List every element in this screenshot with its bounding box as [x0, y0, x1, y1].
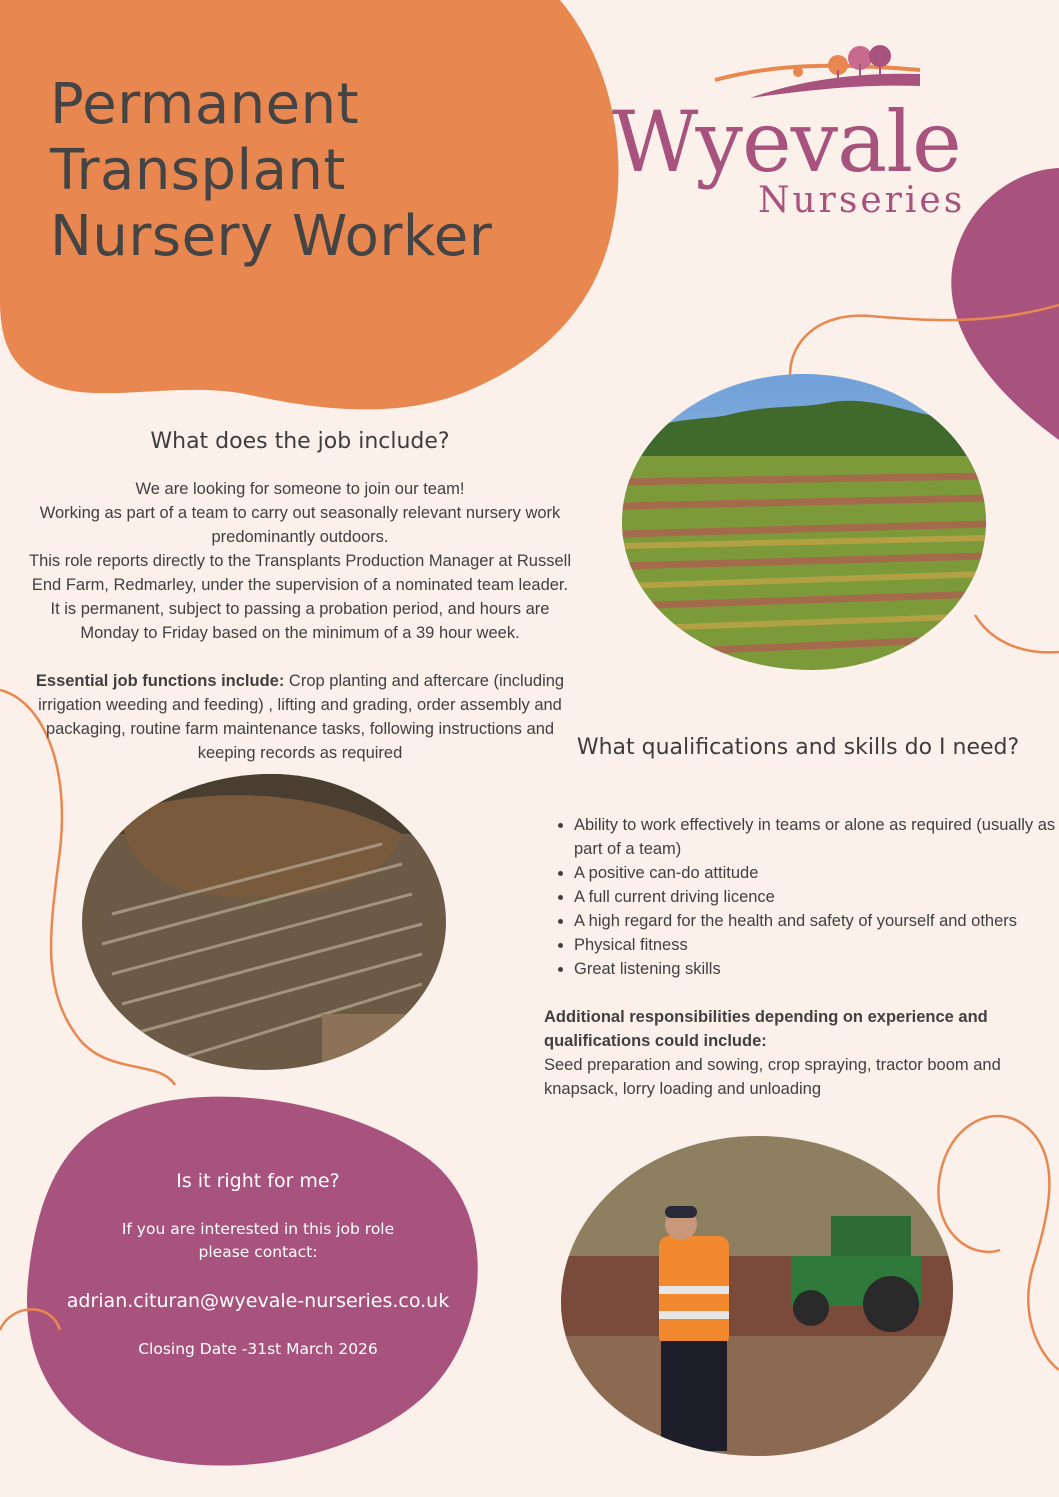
worker-photo: [561, 1136, 953, 1456]
job-include-body: [22, 477, 578, 765]
list-item: • A positive can-do attitude: [574, 861, 1059, 885]
contact-text: If you are interested in this job role please contact:: [121, 1220, 395, 1261]
additional-text: Seed preparation and sowing, crop spraying, tractor boom and knapsack, lorry loading and unloading: [544, 1056, 1001, 1098]
page-title: [50, 72, 590, 270]
list-item: • A high regard for the health and safety of yourself and others: [574, 909, 1059, 933]
title-line-2: Transplant: [50, 138, 346, 203]
brand-logo: [600, 40, 1000, 230]
contact-section: [40, 1170, 476, 1358]
contact-email[interactable]: adrian.cituran@wyevale-nurseries.co.uk: [66, 1290, 450, 1312]
contact-heading: Is it right for me?: [176, 1170, 340, 1192]
title-line-3: Nursery Worker: [50, 204, 493, 269]
closing-date: Closing Date -31st March 2026: [138, 1340, 378, 1358]
list-item: • A full current driving licence: [574, 885, 1059, 909]
essential-label: Essential job functions include:: [35, 672, 285, 690]
list-item: • Great listening skills: [574, 957, 1059, 981]
intro-line: Working as part of a team to carry out seasonally relevant nursery work predominantly outdoors.: [39, 504, 561, 546]
field-photo: [622, 374, 986, 670]
intro-line: We are looking for someone to join our team!: [135, 480, 465, 498]
qualifications-heading: What qualifications and skills do I need?: [576, 735, 1020, 760]
skills-list: [548, 813, 1059, 981]
essential-text: Crop planting and aftercare (including irrigation weeding and feeding) , lifting and grading, order assembly and packaging, routine farm maintenance tasks, following instructions and keeping records as required: [38, 672, 565, 762]
list-item: • Physical fitness: [574, 933, 1059, 957]
additional-label: Additional responsibilities depending on experience and qualifications could include:: [544, 1008, 988, 1050]
job-include-heading: What does the job include?: [150, 429, 450, 454]
logo-wordmark: Wyevale: [612, 93, 961, 191]
additional-responsibilities: [544, 1005, 1034, 1101]
intro-line: This role reports directly to the Transplants Production Manager at Russell End Farm, Redmarley, under the supervision of a nominated team leader.: [28, 552, 571, 594]
title-line-1: Permanent: [50, 72, 360, 137]
intro-line: It is permanent, subject to passing a probation period, and hours are Monday to Friday based on the minimum of a 39 hour week.: [50, 600, 550, 642]
logo-subtitle: Nurseries: [758, 180, 966, 221]
essential-functions: [22, 669, 578, 765]
bare-root-photo: [82, 774, 446, 1070]
list-item: • Ability to work effectively in teams or alone as required (usually as part of a team): [574, 813, 1059, 861]
